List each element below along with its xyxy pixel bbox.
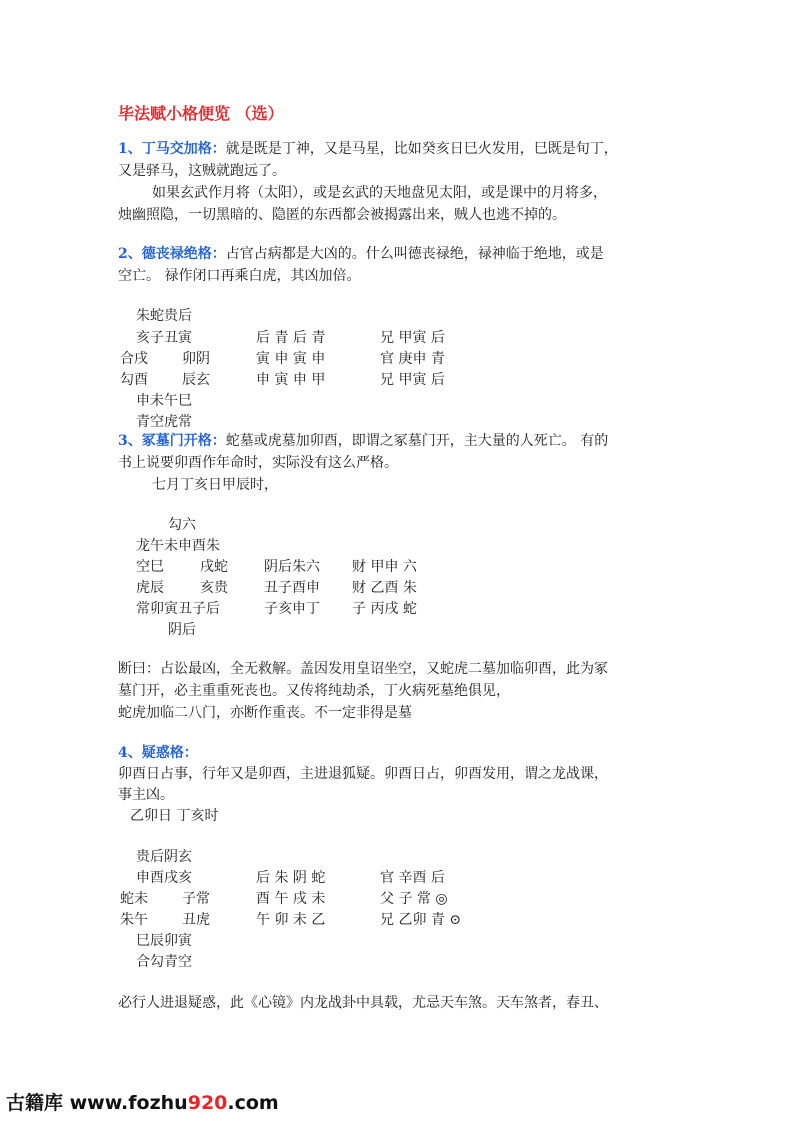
chuan-row: 财 乙酉 朱: [352, 580, 417, 596]
footer-watermark: [6, 1088, 279, 1115]
ke-row: 丑子酉申: [264, 580, 320, 596]
footer-number: 920: [187, 1092, 228, 1114]
chart-row: 辰玄: [182, 372, 210, 388]
ke-row: 后 青 后 青: [256, 330, 326, 346]
section-2-text: 占官占病都是大凶的。什么叫德丧禄绝，禄神临于绝地，或是: [225, 246, 604, 262]
chuan-row: 兄 甲寅 后: [380, 372, 445, 388]
ke-row: 后 朱 阴 蛇: [256, 870, 326, 886]
ke-row: 午 卯 未 乙: [256, 912, 326, 928]
section-1-line-2: 又是驿马，这贼就跑远了。: [118, 163, 286, 179]
chart-row: 空巳: [136, 559, 164, 575]
section-4-line-3: 乙卯日 丁亥时: [130, 808, 219, 824]
chart-row: 蛇未: [120, 891, 148, 907]
ke-row: 子亥申丁: [264, 601, 320, 617]
ke-row: 酉 午 戌 未: [256, 891, 326, 907]
section-2-heading: 2、德丧禄绝格：: [118, 246, 226, 262]
section-3-line-5: 墓门开，必主重重死丧也。又传将纯劫杀，丁火病死墓绝俱见，: [118, 683, 510, 699]
section-4-heading: 4、疑惑格：: [118, 745, 198, 761]
chart-row: 合勾青空: [136, 954, 192, 970]
chart-row: 常卯寅丑子后: [136, 601, 220, 617]
chart-row: 虎辰: [136, 580, 164, 596]
section-3-text: 蛇墓或虎墓加卯酉，即谓之冢墓门开，主大量的人死亡。 有的: [225, 433, 609, 449]
chart-row: 亥子丑寅: [136, 330, 192, 346]
section-3-line-3: 七月丁亥日甲辰时，: [152, 477, 278, 493]
chart-row: 丑虎: [182, 912, 210, 928]
chart-row: 勾酉: [120, 372, 148, 388]
chart-row: 亥贵: [200, 580, 228, 596]
chart-row: 申未午巳: [136, 393, 192, 409]
chart-row: 巳辰卯寅: [136, 933, 192, 949]
chuan-row: 子 丙戌 蛇: [352, 601, 417, 617]
chuan-row: 官 庚申 青: [380, 351, 445, 367]
chart-row: 戌蛇: [200, 559, 228, 575]
chart-row: 青空虎常: [136, 414, 192, 430]
chart-row: 申酉戌亥: [136, 870, 192, 886]
chart-row: 阴后: [168, 622, 196, 638]
section-1-line-3: 如果玄武作月将（太阳），或是玄武的天地盘见太阳，或是课中的月将多，: [152, 185, 607, 201]
page-title: 毕法赋小格便览 （选）: [118, 104, 284, 123]
section-4-line-1: 卯酉日占事，行年又是卯酉，主进退狐疑。卯酉日占，卯酉发用，谓之龙战课，: [118, 766, 608, 782]
chart-row: 子常: [182, 891, 210, 907]
chart-top: 勾六: [168, 517, 196, 533]
chart-row: 卯阴: [182, 351, 210, 367]
section-1-line-4: 烛幽照隐，一切黑暗的、隐匿的东西都会被揭露出来，贼人也逃不掉的。: [118, 207, 566, 223]
footer-text: 古籍库 www.fozhu: [6, 1092, 188, 1114]
chart-row: 龙午未申酉朱: [136, 538, 220, 554]
chuan-row: 兄 甲寅 后: [380, 330, 445, 346]
section-2-line-1: [118, 243, 604, 265]
chart-row: 合戌: [120, 351, 148, 367]
section-4-line-2: 事主凶。: [118, 787, 174, 803]
ke-row: 申 寅 申 甲: [256, 372, 326, 388]
footer-domain: .com: [227, 1092, 279, 1114]
section-3-line-4: 断曰：占讼最凶，全无救解。盖因发用皇诏坐空，又蛇虎二墓加临卯酉，此为冢: [118, 661, 608, 677]
chart-top: 贵后阴玄: [136, 849, 192, 865]
section-3-heading: 3、冢墓门开格：: [118, 433, 226, 449]
section-1-heading: 1、丁马交加格：: [118, 141, 226, 157]
chuan-row: 财 甲申 六: [352, 559, 417, 575]
chuan-row: 官 辛酉 后: [380, 870, 445, 886]
section-1-line-1: [118, 138, 618, 160]
section-3-line-2: 书上说要卯酉作年命时，实际没有这么严格。: [118, 455, 398, 471]
section-1-text: 就是既是丁神，又是马星，比如癸亥日巳火发用，巳既是旬丁，: [225, 141, 618, 157]
chuan-row: 父 子 常 ◎: [380, 891, 448, 907]
chart-row: 朱午: [120, 912, 148, 928]
chuan-row: 兄 乙卯 青 ⊙: [380, 912, 462, 928]
section-3-line-1: [118, 430, 608, 452]
ke-row: 阴后朱六: [264, 559, 320, 575]
chart-top: 朱蛇贵后: [136, 308, 192, 324]
section-2-line-2: 空亡。 禄作闭口再乘白虎，其凶加倍。: [118, 268, 361, 284]
section-3-line-6: 蛇虎加临二八门，亦断作重丧。不一定非得是墓: [118, 705, 412, 721]
ke-row: 寅 申 寅 申: [256, 351, 326, 367]
section-4-line-4: 必行人进退疑惑，此《心镜》内龙战卦中具载，尤忌天车煞。天车煞者，春丑、: [118, 995, 608, 1011]
